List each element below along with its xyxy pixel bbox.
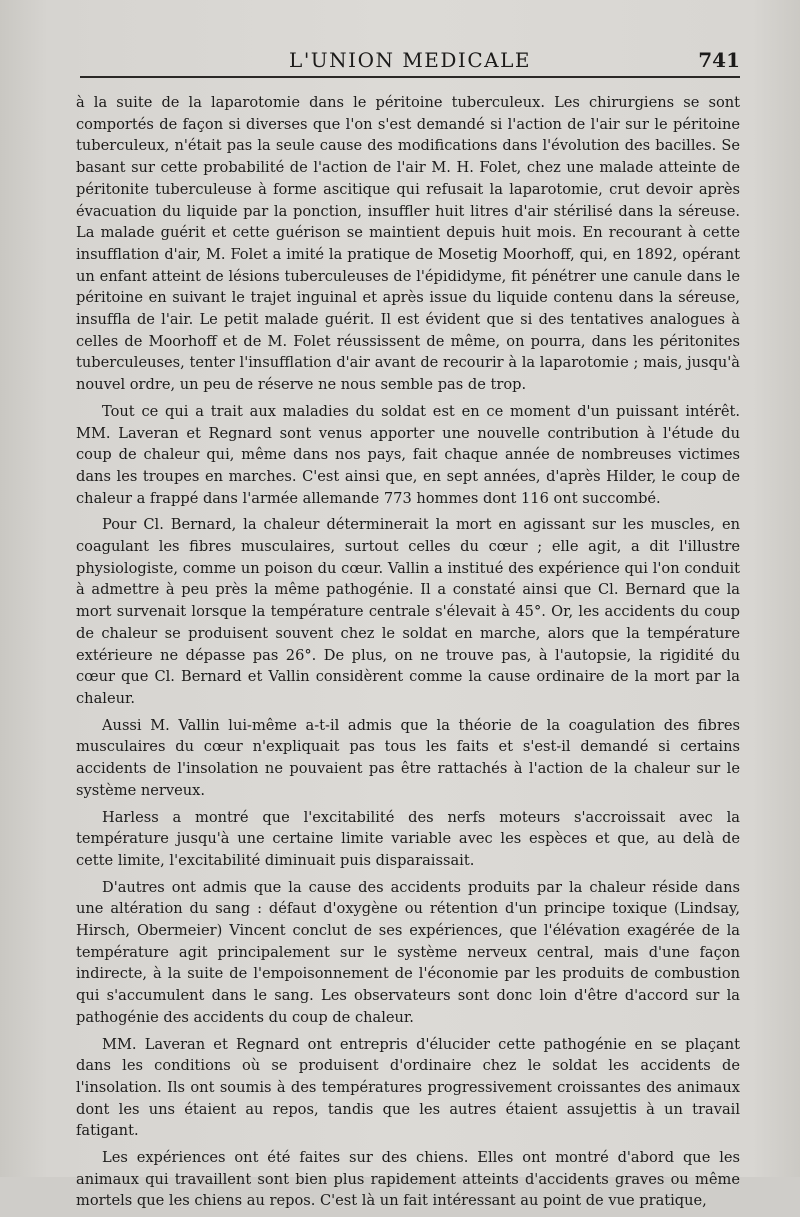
paragraph: Pour Cl. Bernard, la chaleur déterminerait la mort en agissant sur les muscles, en coagulant les fibres musculaires, surtout celles du cœur ; elle agit, a dit l'illustre physiologiste, comme un poison du cœur. Vallin a institué des expérience qui l'on conduit à admettre à peu près la même pathogénie. Il a constaté ainsi que Cl. Bernard que la mort survenait lorsque la température centrale s'élevait à 45°. Or, les accidents du coup de chaleur se produisent souvent chez le soldat en marche, alors que la température extérieure ne dépasse pas 26°. De plus, on ne trouve pas, à l'autopsie, la rigidité du cœur que Cl. Bernard et Vallin considèrent comme la cause ordinaire de la mort par la chaleur. <box>76 516 740 707</box>
paragraph: Les expériences ont été faites sur des chiens. Elles ont montré d'abord que les animaux qui travaillent sont bien plus rapidement atteints d'accidents graves ou même mortels que les chiens au repos. C'est là un fait intéressant au point de vue pratique, <box>76 1149 740 1210</box>
page-header <box>80 48 740 78</box>
running-title: L'UNION MEDICALE <box>289 48 531 72</box>
paragraph: Harless a montré que l'excitabilité des nerfs moteurs s'accroissait avec la température jusqu'à une certaine limite variable avec les espèces et que, au delà de cette limite, l'excitabilité diminuait puis disparaissait. <box>76 808 740 869</box>
paragraph: Aussi M. Vallin lui-même a-t-il admis que la théorie de la coagulation des fibres musculaires du cœur n'expliquait pas tous les faits et s'est-il demandé si certains accidents de l'insolation ne pouvaient pas être rattachés à l'action de la chaleur sur le système nerveux. <box>76 716 740 799</box>
page-number: 741 <box>698 48 740 72</box>
paragraph: Tout ce qui a trait aux maladies du soldat est en ce moment d'un puissant intérêt. MM. Laveran et Regnard sont venus apporter une nouvelle contribution à l'étude du coup de chaleur qui, même dans nos pays, fait chaque année de nombreuses victimes dans les troupes en marches. C'est ainsi que, en sept années, d'après Hilder, le coup de chaleur a frappé dans l'armée allemande 773 hommes dont 116 ont succombé. <box>76 402 740 507</box>
paragraph: MM. Laveran et Regnard ont entrepris d'élucider cette pathogénie en se plaçant dans les conditions où se produisent d'ordinaire chez le soldat les accidents de l'insolation. Ils ont soumis à des températures progressivement croissantes des animaux dont les uns étaient au repos, tandis que les autres étaient assujettis à un travail fatigant. <box>76 1035 740 1140</box>
article-body <box>76 92 740 1217</box>
header-rule <box>80 76 740 78</box>
paragraph: D'autres ont admis que la cause des accidents produits par la chaleur réside dans une altération du sang : défaut d'oxygène ou rétention d'un principe toxique (Lindsay, Hirsch, Obermeier) Vincent conclut de ses expériences, que l'élévation exagérée de la température agit principalement sur le système nerveux central, mais d'une façon indirecte, à la suite de l'empoisonnement de l'économie par les produits de combustion qui s'accumulent dans le sang. Les observateurs sont donc loin d'être d'accord sur la pathogénie des accidents du coup de chaleur. <box>76 878 740 1026</box>
paragraph: à la suite de la laparotomie dans le péritoine tuberculeux. Les chirurgiens se sont comportés de façon si diverses que l'on s'est demandé si l'action de l'air sur le péritoine tuberculeux, n'était pas la seule cause des modifications dans l'évolution des bacilles. Se basant sur cette probabilité de l'action de l'air M. H. Folet, chez une malade atteinte de péritonite tuberculeuse à forme ascitique qui refusait la laparotomie, crut devoir après évacuation du liquide par la ponction, insuffler huit litres d'air stérilisé dans la séreuse. La malade guérit et cette guérison se maintient depuis huit mois. En recourant à cette insufflation d'air, M. Folet a imité la pratique de Mosetig Moorhoff, qui, en 1892, opérant un enfant atteint de lésions tuberculeuses de l'épididyme, fit pénétrer une canule dans le péritoine en suivant le trajet inguinal et après issue du liquide contenu dans la séreuse, insuffla de l'air. Le petit malade guérit. Il est évident que si des tentatives analogues à celles de Moorhoff et de M. Folet réussissent de même, on pourra, dans les péritonites tuberculeuses, tenter l'insufflation d'air avant de recourir à la laparotomie ; mais, jusqu'à nouvel ordre, un peu de réserve ne nous semble pas de trop. <box>76 94 740 394</box>
